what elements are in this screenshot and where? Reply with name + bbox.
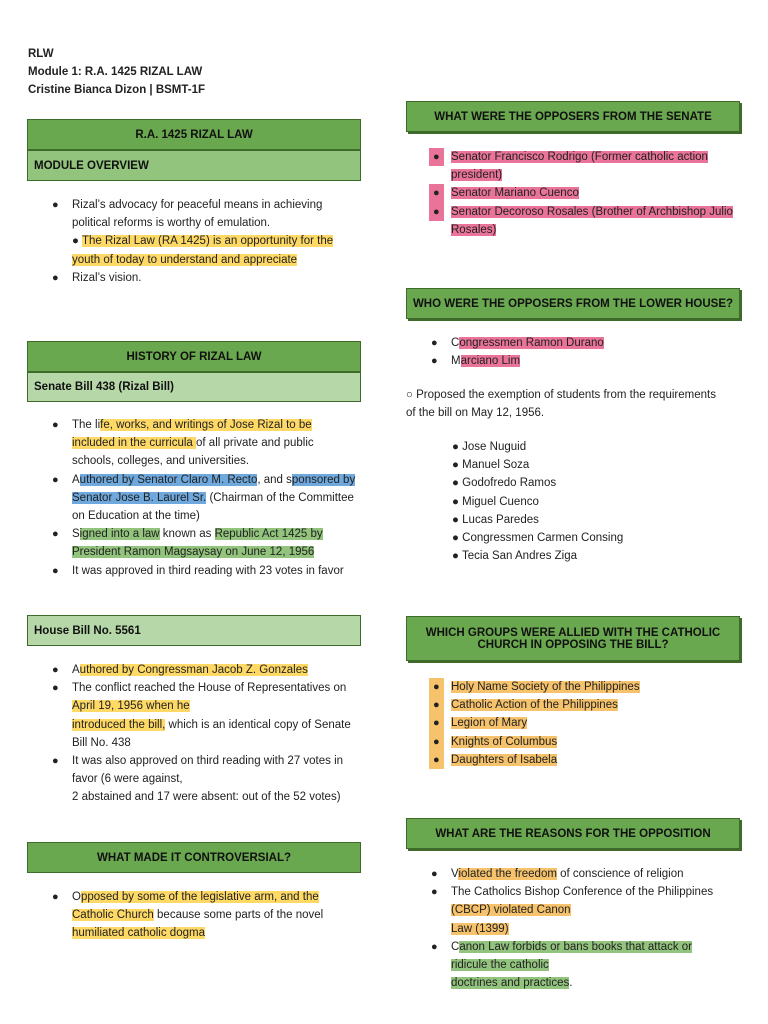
list-item: ● It was approved in third reading with 23 votes in favor bbox=[52, 564, 344, 577]
header-author: Cristine Bianca Dizon | BSMT-1F bbox=[28, 84, 206, 96]
list-item: ● Godofredo Ramos bbox=[452, 477, 557, 490]
controversial-title-box bbox=[27, 842, 361, 873]
module-overview-list bbox=[52, 196, 362, 287]
senate-opposers-title: WHAT WERE THE OPPOSERS FROM THE SENATE bbox=[434, 110, 712, 123]
history-title-box bbox=[27, 341, 361, 372]
senate-bill-list bbox=[52, 416, 368, 580]
lower-house-opposers-list bbox=[431, 334, 741, 370]
list-item: ● Congressmen Carmen Consing bbox=[452, 532, 624, 545]
senate-opposers-title-box bbox=[406, 101, 740, 132]
list-item: ● Lucas Paredes bbox=[452, 513, 539, 526]
list-item: ● Rizal’s vision. bbox=[52, 271, 142, 284]
list-item: ● Signed into a law known as Republic Act 1425 by President Ramon Magsaysay on June 12, 1956 bbox=[52, 528, 323, 559]
senate-bill-box bbox=[27, 372, 361, 402]
list-item: ● Violated the freedom of conscience of religion bbox=[431, 868, 684, 880]
rizal-law-title-box bbox=[27, 119, 361, 150]
controversial-list bbox=[52, 888, 368, 943]
module-overview-box bbox=[27, 150, 361, 181]
senate-bill-label: Senate Bill 438 (Rizal Bill) bbox=[34, 381, 174, 393]
list-item: ● Authored by Senator Claro M. Recto, and sponsored by Senator Jose B. Laurel Sr. (Chairman of the Committee on Education at the time) bbox=[52, 473, 356, 523]
allied-groups-title-line1: WHICH GROUPS WERE ALLIED WITH THE CATHOLIC bbox=[425, 626, 721, 639]
history-title: HISTORY OF RIZAL LAW bbox=[126, 350, 262, 363]
lower-house-opposers-title: WHO WERE THE OPPOSERS FROM THE LOWER HOUSE? bbox=[412, 297, 734, 310]
header-module: Module 1: R.A. 1425 RIZAL LAW bbox=[28, 66, 203, 78]
module-overview-label: MODULE OVERVIEW bbox=[34, 159, 149, 172]
list-item: ● Jose Nuguid bbox=[452, 441, 527, 453]
list-item: ● Catholic Action of the Philippines bbox=[451, 696, 741, 714]
list-item: ● Senator Mariano Cuenco bbox=[451, 184, 751, 202]
list-item: ● Tecia San Andres Ziga bbox=[452, 550, 578, 563]
list-item: ● The Catholics Bishop Conference of the Philippines (CBCP) violated Canon Law (1399) bbox=[431, 886, 714, 935]
allied-groups-title-box bbox=[406, 616, 740, 661]
house-bill-list bbox=[52, 661, 368, 807]
controversial-title: WHAT MADE IT CONTROVERSIAL? bbox=[97, 851, 291, 864]
senate-opposers-list bbox=[433, 148, 751, 239]
opposition-reasons-title-box bbox=[406, 818, 740, 849]
list-item: ● The life, works, and writings of Jose Rizal to be included in the curricula of all private and public schools, colleges, and universities. bbox=[52, 419, 314, 468]
opposition-reasons-list bbox=[431, 865, 747, 992]
highlight-text: youth of today to understand and appreciate bbox=[72, 253, 298, 266]
list-item: ● Opposed by some of the legislative arm, and the Catholic Church because some parts of the novel humiliated catholic dogma bbox=[52, 891, 324, 940]
list-item: ● It was also approved on third reading with 27 votes in favor (6 were against, 2 abstained and 17 were absent: out of the 52 votes) bbox=[52, 755, 344, 804]
highlight-text: The Rizal Law (RA 1425) is an opportunity for the bbox=[81, 235, 334, 248]
allied-groups-list bbox=[433, 678, 741, 769]
list-item: ● Rizal’s advocacy for peaceful means in achieving political reforms is worthy of emulation. ● The Rizal Law (RA 1425) is an opportunity for the youth of today to understand and appreciate bbox=[52, 199, 334, 266]
proposed-exemption-text: ○ Proposed the exemption of students from the requirements of the bill on May 12, 1956. bbox=[406, 389, 716, 420]
allied-groups-title-line2: CHURCH IN OPPOSING THE BILL? bbox=[477, 638, 669, 651]
list-item: ● Holy Name Society of the Philippines bbox=[451, 678, 741, 696]
opposition-reasons-title: WHAT ARE THE REASONS FOR THE OPPOSITION bbox=[435, 827, 711, 840]
list-item: ● Daughters of Isabela bbox=[451, 751, 741, 769]
list-item: ● Senator Decoroso Rosales (Brother of Archbishop Julio Rosales) bbox=[451, 203, 751, 239]
list-item: ● Authored by Congressman Jacob Z. Gonzales bbox=[52, 664, 308, 676]
list-item: ● Canon Law forbids or bans books that attack or ridicule the catholic doctrines and practices. bbox=[431, 940, 693, 990]
list-item: ● Legion of Mary bbox=[451, 714, 741, 732]
house-bill-label: House Bill No. 5561 bbox=[34, 624, 141, 637]
list-item: ● Miguel Cuenco bbox=[452, 495, 539, 508]
document-header bbox=[28, 45, 205, 99]
rizal-law-title: R.A. 1425 RIZAL LAW bbox=[135, 128, 253, 141]
list-item: ● Congressmen Ramon Durano bbox=[431, 337, 604, 349]
exemption-names-list bbox=[452, 438, 732, 565]
lower-house-opposers-title-box bbox=[406, 288, 740, 319]
list-item: ● Knights of Columbus bbox=[451, 733, 741, 751]
list-item: ● Senator Francisco Rodrigo (Former catholic action president) bbox=[451, 148, 751, 184]
list-item: ● Marciano Lim bbox=[431, 355, 521, 368]
list-item: ● Manuel Soza bbox=[452, 459, 530, 472]
list-item: ● The conflict reached the House of Representatives on April 19, 1956 when he introduced the bill, which is an identical copy of Senate Bill No. 438 bbox=[52, 682, 351, 749]
house-bill-box bbox=[27, 615, 361, 646]
header-course: RLW bbox=[28, 48, 54, 60]
